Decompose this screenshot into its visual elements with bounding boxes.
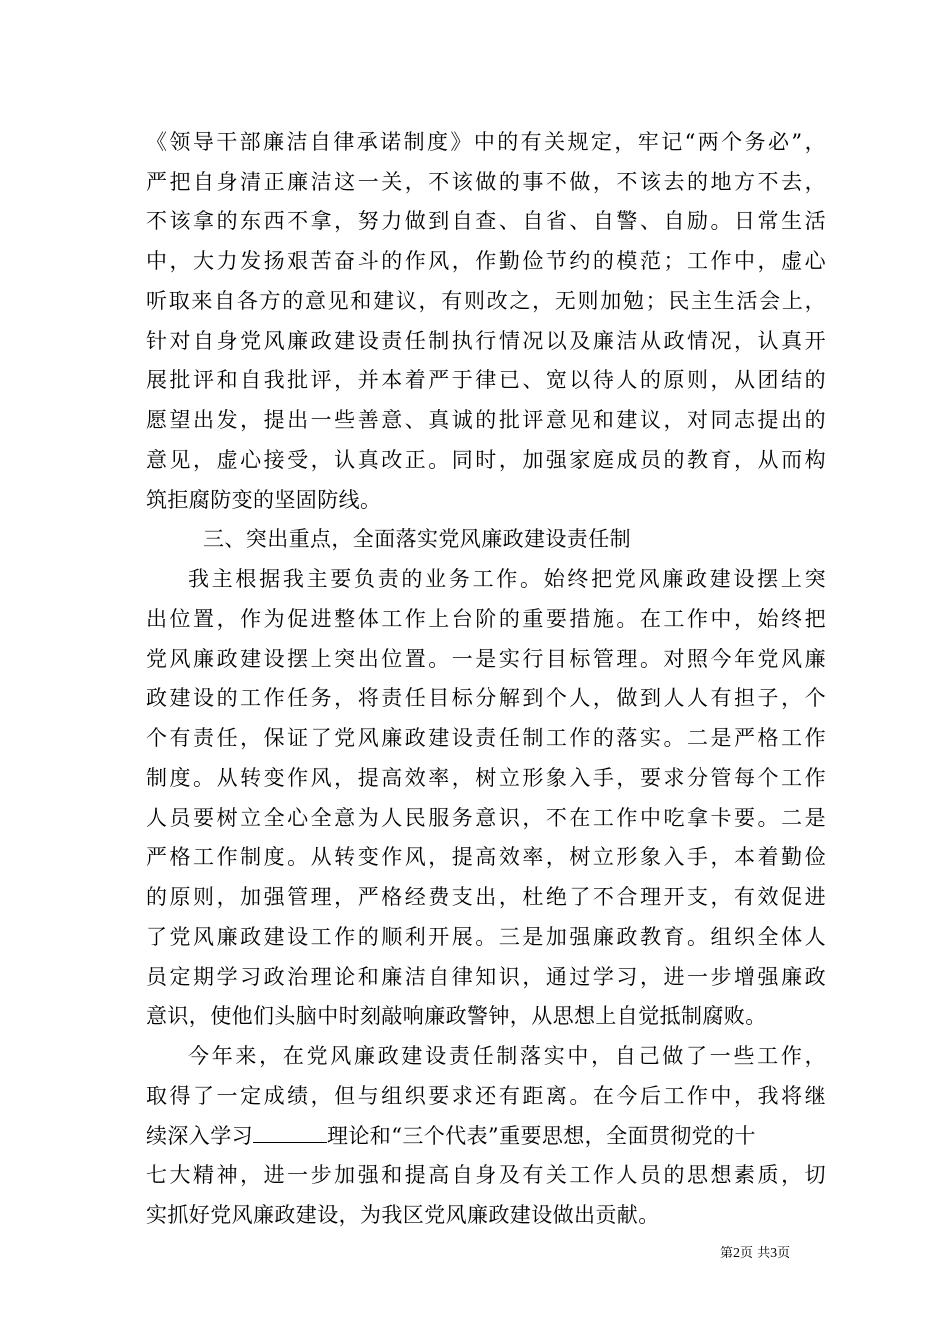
text-line: 展批评和自我批评，并本着严于律已、宽以待人的原则，从团结的 <box>146 368 826 392</box>
text-line: 意识，使他们头脑中时刻敲响廉政警钟，从思想上自觉抵制腐败。 <box>146 1004 767 1028</box>
text-line: 了党风廉政建设工作的顺利开展。三是加强廉政教育。组织全体人 <box>146 925 826 949</box>
total-pages-number: 3 <box>770 1246 778 1261</box>
text-line: 听取来自各方的意见和建议，有则改之，无则加勉；民主生活会上， <box>146 289 826 313</box>
text-segment: 理论和“三个代表”重要思想，全面贯彻党的十 <box>327 1124 756 1148</box>
section-heading: 三、突出重点，全面落实党风廉政建设责任制 <box>203 527 631 551</box>
text-line: 筑拒腐防变的坚固防线。 <box>146 488 382 512</box>
footer-middle: 页 共 <box>740 1246 771 1261</box>
text-line: 我主根据我主要负责的业务工作。始终把党风廉政建设摆上突 <box>188 567 826 591</box>
text-line: 个有责任，保证了党风廉政建设责任制工作的落实。二是严格工作 <box>146 726 826 750</box>
text-line: 人员要树立全心全意为人民服务意识，不在工作中吃拿卡要。二是 <box>146 806 826 830</box>
text-line: 愿望出发，提出一些善意、真诚的批评意见和建议，对同志提出的 <box>146 408 826 432</box>
text-line: 实抓好党风廉政建设，为我区党风廉政建设做出贡献。 <box>146 1203 660 1227</box>
text-segment: 续深入学习 <box>146 1124 253 1148</box>
footer-suffix: 页 <box>777 1246 791 1261</box>
text-line: 员定期学习政治理论和廉洁自律知识，通过学习，进一步增强廉政 <box>146 965 826 989</box>
text-line: 中，大力发扬艰苦奋斗的作风，作勤俭节约的模范；工作中，虚心 <box>146 249 826 273</box>
text-line: 出位置，作为促进整体工作上台阶的重要措施。在工作中，始终把 <box>146 607 826 631</box>
text-line: 制度。从转变作风，提高效率，树立形象入手，要求分管每个工作 <box>146 766 826 790</box>
text-line: 取得了一定成绩，但与组织要求还有距离。在今后工作中，我将继 <box>146 1084 826 1108</box>
text-line: 严把自身清正廉洁这一关，不该做的事不做，不该去的地方不去， <box>146 170 826 194</box>
text-line: 意见，虚心接受，认真改正。同时，加强家庭成员的教育，从而构 <box>146 448 826 472</box>
fill-in-blank <box>253 1122 327 1143</box>
text-line: 的原则，加强管理，严格经费支出，杜绝了不合理开支，有效促进 <box>146 885 826 909</box>
page-footer <box>720 1246 790 1262</box>
text-line: 政建设的工作任务，将责任目标分解到个人，做到人人有担子，个 <box>146 686 826 710</box>
text-line: 党风廉政建设摆上突出位置。一是实行目标管理。对照今年党风廉 <box>146 647 826 671</box>
text-line-with-blank <box>146 1121 826 1151</box>
text-line: 今年来，在党风廉政建设责任制落实中，自己做了一些工作， <box>188 1044 826 1068</box>
text-line: 七大精神，进一步加强和提高自身及有关工作人员的思想素质，切 <box>146 1163 826 1187</box>
current-page-number: 2 <box>733 1246 741 1261</box>
text-line: 严格工作制度。从转变作风，提高效率，树立形象入手，本着勤俭 <box>146 845 826 869</box>
text-line: 不该拿的东西不拿，努力做到自查、自省、自警、自励。日常生活 <box>146 209 826 233</box>
text-line: 《领导干部廉洁自律承诺制度》中的有关规定，牢记“两个务必”， <box>146 130 826 154</box>
footer-prefix: 第 <box>720 1246 734 1261</box>
text-line: 针对自身党风廉政建设责任制执行情况以及廉洁从政情况，认真开 <box>146 329 826 353</box>
